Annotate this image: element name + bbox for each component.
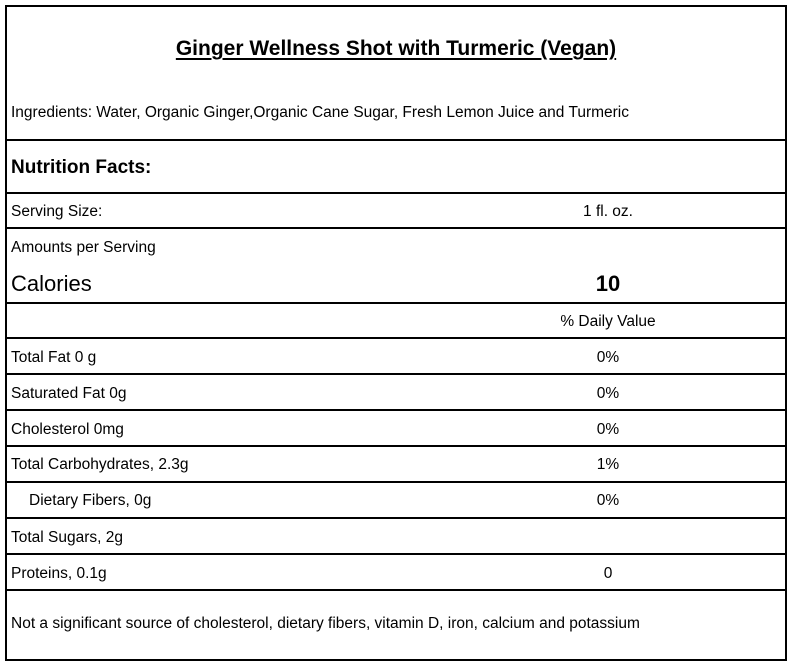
nutrient-label: Total Sugars, 2g xyxy=(11,529,124,546)
nutrient-label: Cholesterol 0mg xyxy=(11,421,124,438)
serving-size-label: Serving Size: xyxy=(11,203,103,220)
nutrient-row xyxy=(7,483,785,519)
calories-value: 10 xyxy=(595,271,621,296)
calories-label: Calories xyxy=(11,271,92,296)
nutrient-label: Total Carbohydrates, 2.3g xyxy=(11,456,189,473)
nutrient-row xyxy=(7,555,785,591)
nutrient-daily-value: 0% xyxy=(596,492,620,509)
nutrient-row xyxy=(7,375,785,411)
nutrient-daily-value: 1% xyxy=(596,456,620,473)
nutrient-label: Total Fat 0 g xyxy=(11,349,97,366)
nutrient-daily-value: 0 xyxy=(603,565,613,582)
nutrient-daily-value: 0% xyxy=(596,421,620,438)
calories-row xyxy=(7,229,785,304)
nutrition-label xyxy=(5,5,787,661)
nutrient-row xyxy=(7,339,785,375)
nutrient-row xyxy=(7,519,785,555)
ingredients-text: Ingredients: Water, Organic Ginger,Organic Cane Sugar, Fresh Lemon Juice and Turmeric xyxy=(11,104,630,121)
nutrient-label: Saturated Fat 0g xyxy=(11,385,127,402)
product-title: Ginger Wellness Shot with Turmeric (Vegan) xyxy=(175,37,617,60)
daily-value-header: % Daily Value xyxy=(560,313,656,330)
serving-size-value: 1 fl. oz. xyxy=(583,203,633,220)
nutrient-label: Dietary Fibers, 0g xyxy=(29,492,152,509)
nutrient-row xyxy=(7,447,785,483)
nutrition-facts-heading-row xyxy=(7,141,785,194)
nutrition-facts-heading: Nutrition Facts: xyxy=(11,157,152,178)
daily-value-header-row xyxy=(7,304,785,339)
amounts-per-serving: Amounts per Serving xyxy=(11,239,156,256)
nutrient-daily-value: 0% xyxy=(596,349,620,366)
header-section xyxy=(7,7,785,141)
nutrient-label: Proteins, 0.1g xyxy=(11,565,107,582)
nutrient-daily-value: 0% xyxy=(596,385,620,402)
nutrient-row xyxy=(7,411,785,447)
serving-size-row xyxy=(7,194,785,229)
footnote: Not a significant source of cholesterol, dietary fibers, vitamin D, iron, calcium and potassium xyxy=(11,615,640,632)
